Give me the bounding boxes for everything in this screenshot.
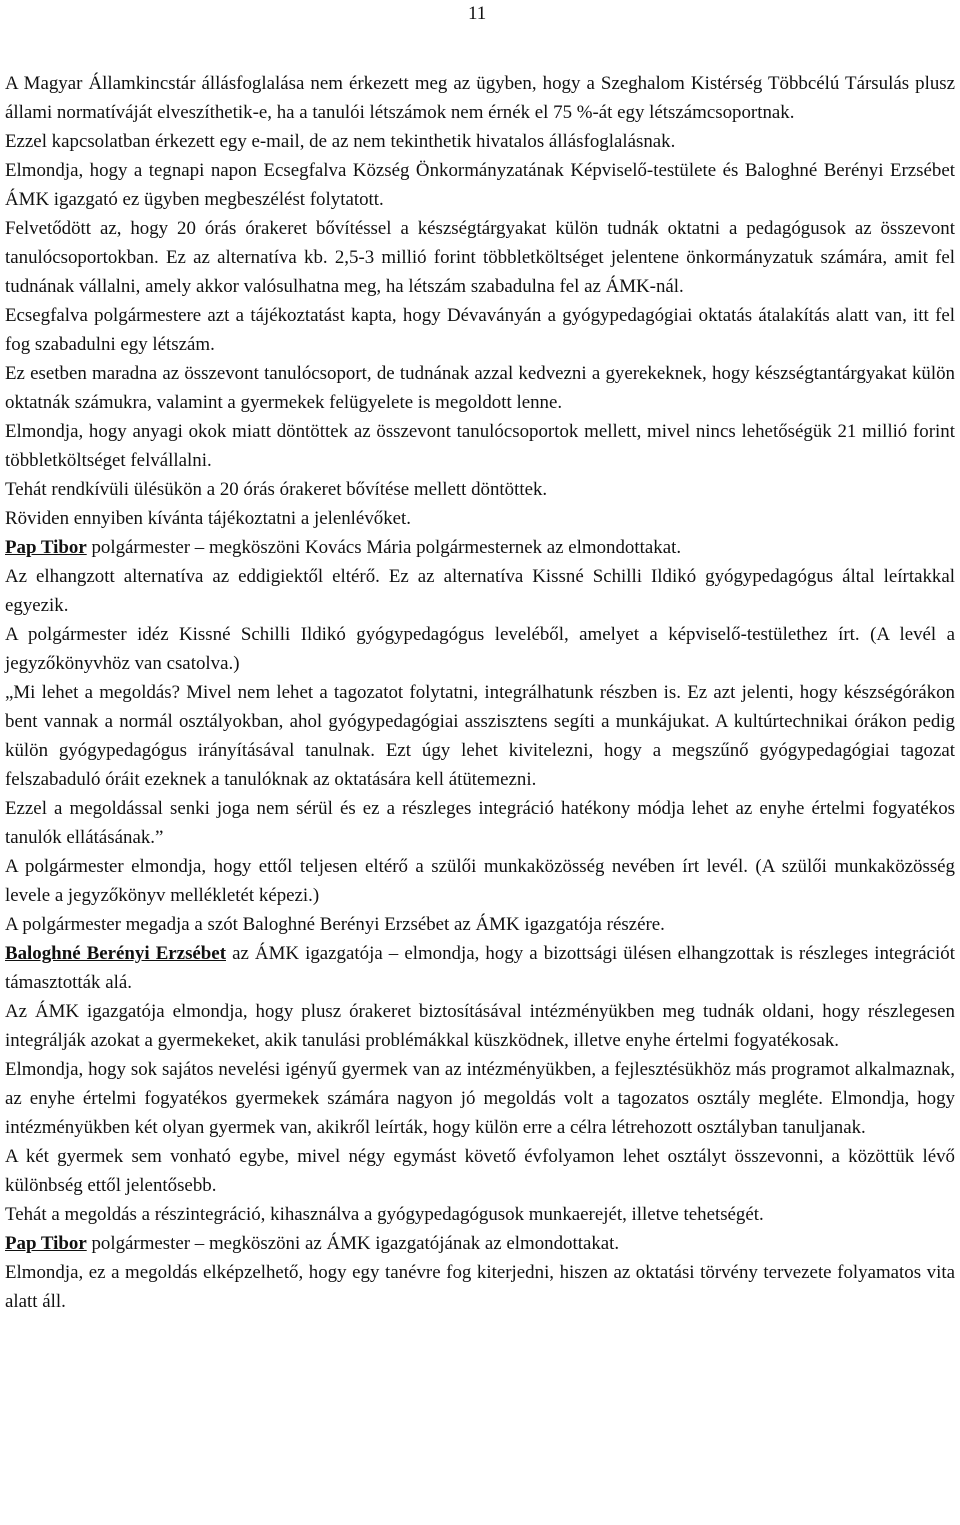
- speaker-statement: az ÁMK igazgatója – elmondja, hogy a bizottsági ülésen elhangzottak is részleges integrációt támasztották alá.: [5, 943, 955, 993]
- paragraph: Ez esetben maradna az összevont tanulócsoport, de tudnának azzal kedvezni a gyerekeknek, hogy készségtantárgyakat külön oktatnák számukra, valamint a gyermekek felügyelete is megoldott lenne.: [5, 363, 955, 413]
- speaker-name: Pap Tibor: [5, 1233, 87, 1254]
- paragraph: Tehát a megoldás a részintegráció, kihasználva a gyógypedagógusok munkaerejét, illetve tehetségét.: [5, 1204, 764, 1225]
- paragraph: A Magyar Államkincstár állásfoglalása nem érkezett meg az ügyben, hogy a Szeghalom Kistérség Többcélú Társulás plusz állami normatíváját elveszíthetik-e, ha a tanulói létszámok nem érnék el 75 %-át egy létszámcsoportnak.: [5, 73, 955, 123]
- page-number: 11: [468, 3, 487, 24]
- paragraph: A két gyermek sem vonható egybe, mivel négy egymást követő évfolyamon lehet osztályt összevonni, a közöttük lévő különbség ettől jelentősebb.: [5, 1146, 955, 1196]
- quoted-paragraph: Ezzel a megoldással senki joga nem sérül és ez a részleges integráció hatékony módja lehet az enyhe értelmi fogyatékos tanulók ellátásának.”: [5, 798, 955, 848]
- speaker-paragraph: [5, 533, 955, 562]
- paragraph: Tehát rendkívüli ülésükön a 20 órás órakeret bővítése mellett döntöttek.: [5, 479, 548, 500]
- speaker-statement: polgármester – megköszöni Kovács Mária polgármesternek az elmondottakat.: [86, 537, 682, 558]
- paragraph: Elmondja, hogy anyagi okok miatt döntöttek az összevont tanulócsoportok mellett, mivel nincs lehetőségük 21 millió forint többletköltséget felvállalni.: [5, 421, 955, 471]
- paragraph: Elmondja, hogy a tegnapi napon Ecsegfalva Község Önkormányzatának Képviselő-testülete és Baloghné Berényi Erzsébet ÁMK igazgató ez ügyben megbeszélést folytatott.: [5, 160, 955, 210]
- paragraph: Röviden ennyiben kívánta tájékoztatni a jelenlévőket.: [5, 508, 412, 529]
- paragraph: Felvetődött az, hogy 20 órás órakeret bővítéssel a készségtárgyakat külön tudnák oktatni a pedagógusok az összevont tanulócsoportokban. Ez az alternatíva kb. 2,5-3 millió forint többletköltséget jelentene önkormányzatuk számára, amit fel tudnának vállalni, amely akkor valósulhatna meg, ha létszám szabadulna fel az ÁMK-nál.: [5, 218, 955, 297]
- paragraph: A polgármester elmondja, hogy ettől teljesen eltérő a szülői munkaközösség nevében írt levél. (A szülői munkaközösség levele a jegyzőkönyv mellékletét képezi.): [5, 856, 955, 906]
- document-body: [5, 69, 955, 1316]
- paragraph: Az ÁMK igazgatója elmondja, hogy plusz órakeret biztosításával intézményükben meg tudnák oldani, hogy részlegesen integrálják azokat a gyermekeket, akik tanulási problémákkal küszködnek, illetve enyhe értelmi fogyatékosak.: [5, 1001, 955, 1051]
- speaker-paragraph: [5, 1229, 955, 1258]
- paragraph: A polgármester idéz Kissné Schilli Ildikó gyógypedagógus leveléből, amelyet a képviselő-testülethez írt. (A levél a jegyzőkönyvhöz van csatolva.): [5, 624, 955, 674]
- paragraph: Ecsegfalva polgármestere azt a tájékoztatást kapta, hogy Dévaványán a gyógypedagógiai oktatás átalakítás alatt van, itt fel fog szabadulni egy létszám.: [5, 305, 955, 355]
- quoted-paragraph: „Mi lehet a megoldás? Mivel nem lehet a tagozatot folytatni, integrálhatunk részben is. Ez azt jelenti, hogy készségórákon bent vannak a normál osztályokban, ahol gyógypedagógiai asszisztens segíti a munkájukat. A kultúrtechnikai órákon pedig külön gyógypedagógus irányításával tanulnak. Ezt úgy lehet kivitelezni, hogy a megszűnő gyógypedagógiai tagozat felszabaduló óráit ezeknek a tanulóknak az oktatására kell átütemezni.: [5, 682, 955, 790]
- paragraph: Ezzel kapcsolatban érkezett egy e-mail, de az nem tekinthetik hivatalos állásfoglalásnak.: [5, 131, 676, 152]
- speaker-name: Pap Tibor: [5, 537, 87, 558]
- paragraph: Az elhangzott alternatíva az eddigiektől eltérő. Ez az alternatíva Kissné Schilli Ildikó gyógypedagógus által leírtakkal egyezik.: [5, 566, 955, 616]
- speaker-name: Baloghné Berényi Erzsébet: [5, 943, 226, 964]
- paragraph: Elmondja, hogy sok sajátos nevelési igényű gyermek van az intézményükben, a fejlesztésükhöz más programot alkalmaznak, az enyhe értelmi fogyatékos gyermekek számára nagyon jó megoldás volt a tagozatos osztály megléte. Elmondja, hogy intézményükben két olyan gyermek van, akikről leírták, hogy külön erre a célra létrehozott osztályban tanuljanak.: [5, 1059, 955, 1138]
- paragraph: Elmondja, ez a megoldás elképzelhető, hogy egy tanévre fog kiterjedni, hiszen az oktatási törvény tervezete folyamatos vita alatt áll.: [5, 1262, 955, 1312]
- speaker-statement: polgármester – megköszöni az ÁMK igazgatójának az elmondottakat.: [86, 1233, 620, 1254]
- speaker-paragraph: [5, 939, 955, 997]
- paragraph: A polgármester megadja a szót Baloghné Berényi Erzsébet az ÁMK igazgatója részére.: [5, 914, 665, 935]
